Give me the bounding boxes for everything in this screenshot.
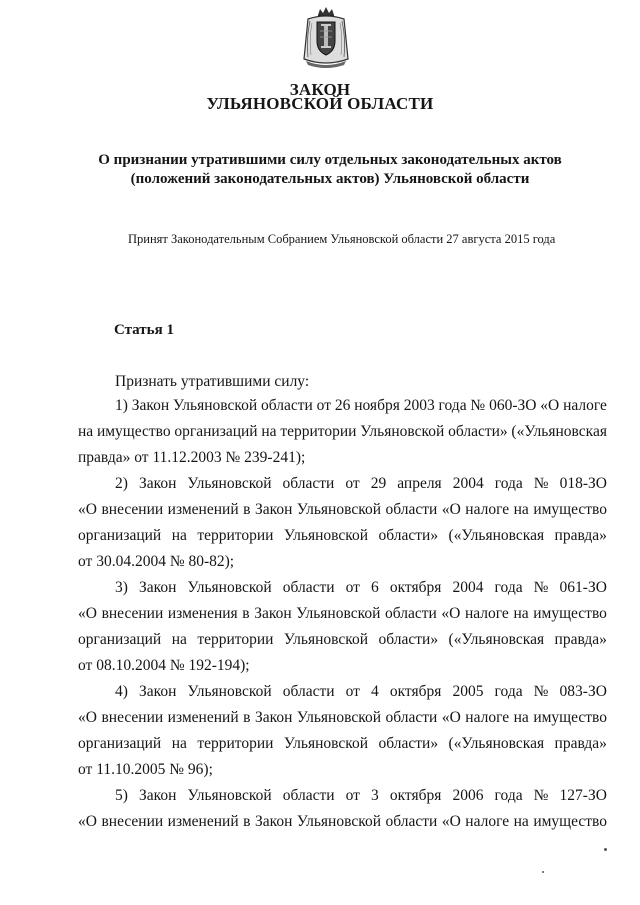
list-item-2-line-2: «О внесении изменений в Закон Ульяновской области «О налоге на имущество xyxy=(78,501,607,518)
list-item-3-line-4: от 08.10.2004 № 192-194); xyxy=(78,657,250,674)
list-item-4-line-3: организаций на территории Ульяновской области» («Ульяновская правда» xyxy=(78,735,607,752)
scan-speck xyxy=(542,871,544,873)
list-item-4-line-2: «О внесении изменений в Закон Ульяновской области «О налоге на имущество xyxy=(78,709,607,726)
list-item-3-line-1: 3) Закон Ульяновской области от 6 октября 2004 года № 061-ЗО xyxy=(115,579,607,596)
list-item-2-line-1: 2) Закон Ульяновской области от 29 апреля 2004 года № 018-ЗО xyxy=(115,475,607,492)
scan-speck xyxy=(604,848,607,851)
list-item-3-line-3: организаций на территории Ульяновской области» («Ульяновская правда» xyxy=(78,631,607,648)
list-item-4-line-1: 4) Закон Ульяновской области от 4 октября 2005 года № 083-ЗО xyxy=(115,683,607,700)
adoption-statement: Принят Законодательным Собранием Ульяновской области 27 августа 2015 года xyxy=(128,232,556,246)
list-item-2-line-4: от 30.04.2004 № 80-82); xyxy=(78,553,235,570)
list-item-1-line-2: на имущество организаций на территории Ульяновской области» («Ульяновская xyxy=(78,423,607,440)
document-region: УЛЬЯНОВСКОЙ ОБЛАСТИ xyxy=(206,94,434,113)
coat-of-arms-icon xyxy=(298,5,354,69)
list-item-5-line-1: 5) Закон Ульяновской области от 3 октября 2006 года № 127-ЗО xyxy=(115,787,607,804)
document-title-line-1: О признании утратившими силу отдельных законодательных актов xyxy=(98,152,562,168)
list-item-3-line-2: «О внесении изменения в Закон Ульяновской области «О налоге на имущество xyxy=(78,605,607,622)
list-item-2-line-3: организаций на территории Ульяновской области» («Ульяновская правда» xyxy=(78,527,607,544)
article-heading: Статья 1 xyxy=(114,322,174,338)
list-item-4-line-4: от 11.10.2005 № 96); xyxy=(78,761,213,778)
document-type: ЗАКОН xyxy=(289,80,351,99)
article-intro: Признать утратившими силу: xyxy=(115,373,310,390)
list-item-1-line-1: 1) Закон Ульяновской области от 26 ноября 2003 года № 060-ЗО «О налоге xyxy=(115,397,607,414)
list-item-1-line-3: правда» от 11.12.2003 № 239-241); xyxy=(78,449,306,466)
document-title-line-2: (положений законодательных актов) Ульяновской области xyxy=(130,171,530,187)
list-item-5-line-2: «О внесении изменений в Закон Ульяновской области «О налоге на имущество xyxy=(78,813,607,830)
